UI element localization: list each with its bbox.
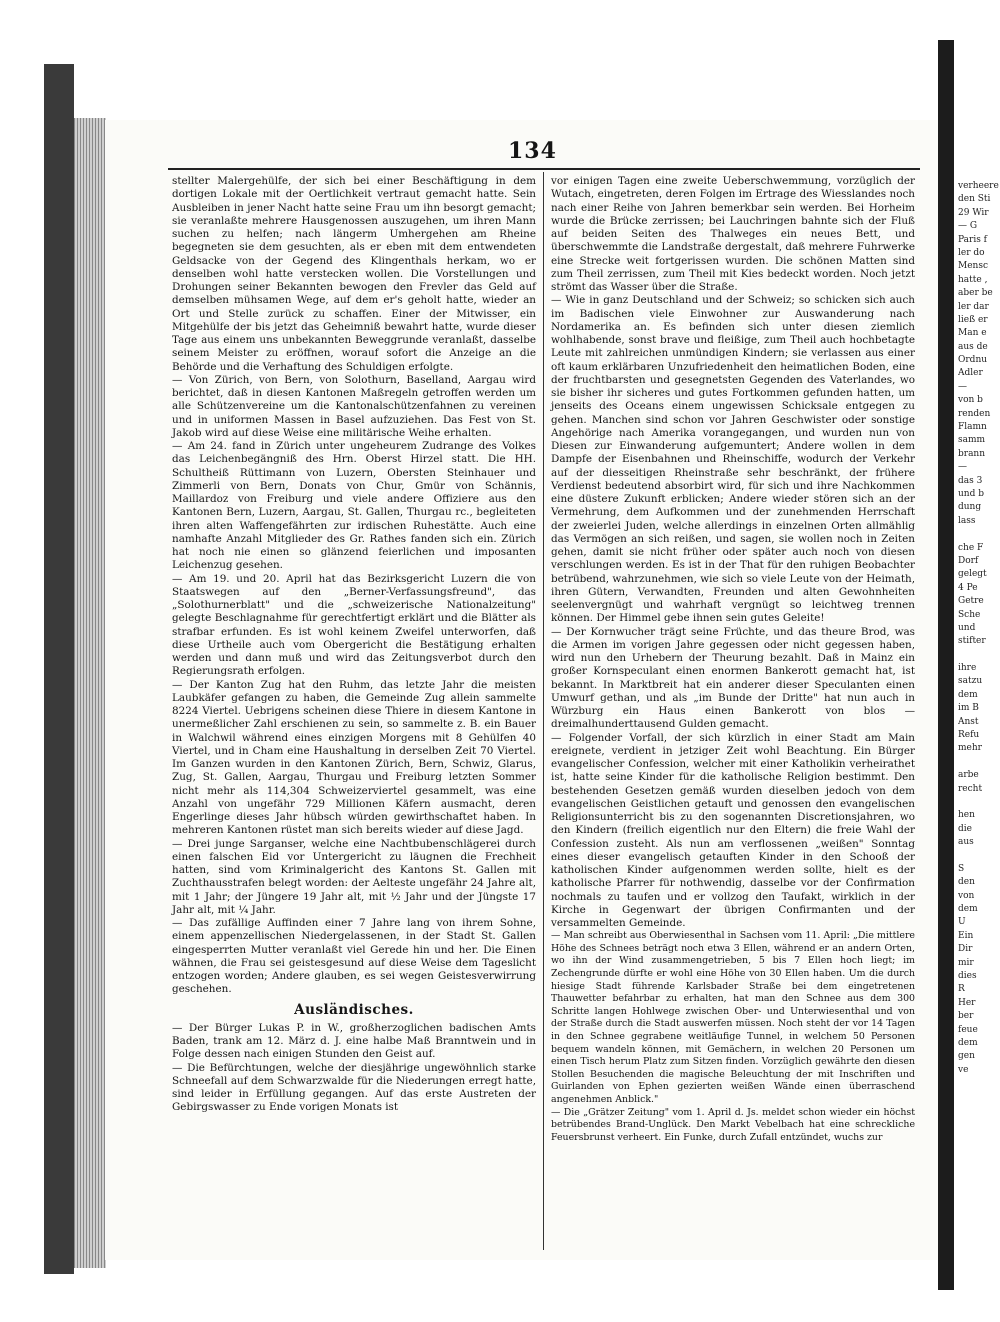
fragment-line: und b <box>958 488 984 499</box>
fragment-line: satzu <box>958 676 983 687</box>
left-column <box>172 175 536 1115</box>
fragment-line: stifter <box>958 636 986 647</box>
fragment-line: Anst <box>958 716 979 727</box>
fragment-line: ler do <box>958 247 985 258</box>
fragment-line: recht <box>958 783 983 794</box>
fragment-line: Refu <box>958 730 980 741</box>
adjacent-page-fragment <box>958 180 1000 1240</box>
fragment-line: von b <box>958 395 983 406</box>
fragment-line: ließ er <box>958 314 988 325</box>
fragment-line: ler dar <box>958 301 989 312</box>
fragment-line: Man e <box>958 328 987 339</box>
fragment-line: U <box>958 917 966 928</box>
scan-page-stack <box>74 118 106 1268</box>
fragment-line: Mensc <box>958 261 988 272</box>
fragment-line: Paris f <box>958 234 988 245</box>
paragraph: stellter Malergehülfe, der sich bei einer Beschäftigung in dem dortigen Lokale mit der Oertlichkeit vertraut gemacht hatte. Sein Ausbleiben in jener Nacht hatte seine Frau um ihn besorgt gemacht; sie veranlaßte mehrere Hausgenossen auszugehen, um ihren Mann suchen zu helfen; nach längerm Umhergehen am Rheine begegneten sie dem gesuchten, als er eben mit dem entwendeten Geldsacke von der Gegend des Klingenthals herkam, wo er denselben wohl hatte verstecken wollen. Die Vorstellungen und Drohungen seiner Bekannten bewogen den Frevler das Geld auf demselben mühsamen Wege, auf dem er's geholt hatte, wieder an Ort und Stelle zurück zu schaffen. Einer der Mitwisser, ein Mitgehülfe der bis jetzt das Geheimniß bewahrt hatte, wurde dieser Tage aus einem uns unbekannten Beweggrunde veranlaßt, dasselbe seinem Meister zu eröffnen, worauf sofort die Anzeige an die Behörde und die Verhaftung des Schuldigen erfolgte. <box>172 175 536 373</box>
paragraph: — Drei junge Sarganser, welche eine Nachtbubenschlägerei durch einen falschen Eid vor Untergericht zu läugnen die Frechheit hatten, sind vom Kriminalgericht des Kantons St. Gallen mit Zuchthausstrafen belegt worden: der Aelteste ungefähr 24 Jahre alt, mit 1 Jahr; der Jüngere 19 Jahr alt, mit ½ Jahr und der Jüngste 17 Jahr alt, mit ¼ Jahr. <box>172 837 536 916</box>
fragment-line: aber be <box>958 288 993 299</box>
fragment-line: dies <box>958 971 977 982</box>
fragment-line: mir <box>958 957 974 968</box>
fragment-line: das 3 <box>958 475 983 486</box>
fragment-line: dem <box>958 1038 978 1048</box>
paragraph: — Am 19. und 20. April hat das Bezirksgericht Luzern die von Staatswegen auf den „Berner-Verfassungsfreund", das „Solothurnerblatt" und die „schweizerische Nationalzeitung" gelegte Beschlagnahme für gerechtfertigt erklärt und die Blätter als strafbar erfunden. Es ist wohl keinem Zweifel unterworfen, daß diese Urtheile auch vom Obergericht die Bestätigung erhalten werden und dann muß und wird das Zeitungsverbot durch den Regierungsrath erfolgen. <box>172 572 536 678</box>
paragraph: — Die Befürchtungen, welche der diesjährige ungewöhnlich starke Schneefall auf dem Schwarzwalde für die Niederungen erregt hatte, sind leider in Erfüllung gegangen. Auf das erste Austreten der Gebirgswasser zu Ende vorigen Monats ist <box>172 1061 536 1114</box>
fragment-line: und <box>958 622 976 633</box>
fragment-line: gelegt <box>958 569 987 580</box>
page-number: 134 <box>508 138 557 164</box>
fragment-line: hatte , <box>958 274 988 285</box>
fragment-line: im B <box>958 703 979 714</box>
fragment-line: die <box>958 823 972 834</box>
fragment-line: arbe <box>958 770 979 781</box>
fragment-line: Getre <box>958 596 984 607</box>
fragment-line: Flamn <box>958 422 987 433</box>
column-divider <box>543 172 544 1250</box>
fragment-line: gen <box>958 1051 975 1062</box>
header-rule <box>168 168 920 170</box>
paragraph: — Folgender Vorfall, der sich kürzlich in einer Stadt am Main ereignete, verdient in jetziger Zeit wohl Beachtung. Ein Bürger evangelischer Confession, welcher mit einer Katholikin verheirathet ist, hatte seine Kinder für die katholische Religion bestimmt. Den bestehenden Gesetzen gemäß wurden dieselben jedoch von dem evangelischen Geistlichen getauft und genossen den evangelischen Religionsunterricht bis zu den sogenannten Discretionsjahren, wo den Kindern (freilich eigentlich nur den Eltern) die freie Wahl der Confession zusteht. Als nun am verflossenen „weißen" Sonntag eines dieser evangelisch getauften Kinder in den Schooß der katholischen Kinder aufgenommen werden sollte, hielt es der katholische Pfarrer für nothwendig, dasselbe vor der Confirmation nochmals zu taufen und er vollzog den Taufakt, wirklich in der Kirche in Gegenwart der übrigen Confirmanten und der versammelten Gemeinde. <box>551 731 915 929</box>
fragment-line: ihre <box>958 663 977 674</box>
book-spine-shadow <box>938 40 954 1290</box>
small-print-paragraph: — Die „Grätzer Zeitung" vom 1. April d. Js. meldet schon wieder ein höchst betrübendes Brand-Unglück. Den Markt Vebelbach hat eine schreckliche Feuersbrunst verheert. Ein Funke, durch Zufall entzündet, wuchs zur <box>551 1106 915 1143</box>
fragment-line: den <box>958 877 975 888</box>
fragment-line: che F <box>958 542 984 553</box>
fragment-line: aus <box>958 837 974 848</box>
fragment-line: — <box>958 462 967 473</box>
fragment-line: Dir <box>958 944 973 955</box>
fragment-line: samm <box>958 435 986 446</box>
fragment-line <box>958 528 1000 541</box>
fragment-line: hen <box>958 810 975 821</box>
scan-binding-shadow <box>44 64 74 1274</box>
fragment-line: dung <box>958 502 982 513</box>
fragment-line: brann <box>958 448 986 459</box>
fragment-line: lass <box>958 515 976 526</box>
fragment-line: mehr <box>958 743 982 754</box>
fragment-line: 4 Pe <box>958 582 978 593</box>
fragment-line: R <box>958 984 965 995</box>
fragment-line: verheere <box>958 181 999 191</box>
fragment-line: dem <box>958 689 978 700</box>
fragment-line: — <box>958 381 967 392</box>
fragment-line: Her <box>958 997 976 1008</box>
paragraph: — Das zufällige Auffinden einer 7 Jahre lang von ihrem Sohne, einem appenzellischen Niedergelassenen, in der Stadt St. Gallen eingesperrten Mutter veranlaßt viel Gerede hin und her. Die Einen wähnen, die Frau sei geistesgesund auf diese Weise dem Tageslicht entzogen worden; Andere glauben, es sei wegen Geistesverwirrung geschehen. <box>172 917 536 996</box>
small-print-paragraph: — Man schreibt aus Oberwiesenthal in Sachsen vom 11. April: „Die mittlere Höhe des Schnees beträgt noch etwa 3 Ellen, während er an andern Orten, wo ihn der Wind zusammengetrieben, 5 bis 7 Ellen hoch liegt; im Zechengrunde dürfte er wohl eine Höhe von 30 Ellen haben. Um die durch hiesige Stadt führende Karlsbader Straße bei dem eingetretenen Thauwetter befahrbar zu erhalten, hat man den Schnee aus dem 300 Schritte langen Hohlwege zwischen Ober- und Unterwiesenthal und von der Straße durch die Stadt auswerfen müssen. Noch steht der vor 14 Tagen in den Schnee gegrabene weitläufige Tunnel, in welchem 50 Personen bequem wandeln können, mit Gemächern, in welchen 20 Personen um einen Tisch herum Platz zum Sitzen finden. Vorzüglich gewährte den diesen Stollen Besuchenden die magische Beleuchtung der mit Inschriften und Guirlanden von Ephen gezierten weißen Wände einen überraschend angenehmen Anblick." <box>551 930 915 1105</box>
fragment-line: Ordnu <box>958 355 988 366</box>
fragment-line <box>958 756 1000 769</box>
fragment-line: 29 Wir <box>958 207 989 218</box>
paragraph: — Der Kornwucher trägt seine Früchte, und das theure Brod, was die Armen im vorigen Jahre gegessen oder nicht gegessen haben, wird nun den Urhebern der Theurung bezahlt. Daß in Mainz ein großer Kornspeculant einen enormen Bankerott gemacht hat, ist bekannt. In Marktbreit hat ein anderer dieser Speculanten einen Umwurf gethan, und als „im Bunde der Dritte" hat nun auch in Würzburg ein Haus einen Bankerott von blos — dreimalhunderttausend Gulden gemacht. <box>551 625 915 731</box>
fragment-line <box>958 796 1000 809</box>
fragment-line: renden <box>958 408 991 419</box>
fragment-line: Dorf <box>958 555 979 566</box>
section-heading: Ausländisches. <box>294 1001 414 1018</box>
fragment-line <box>958 850 1000 863</box>
paragraph: — Der Kanton Zug hat den Ruhm, das letzte Jahr die meisten Laubkäfer gefangen zu haben, die Gemeinde Zug allein sammelte 8224 Viertel. Uebrigens scheinen diese Thiere in diesem Kantone in unermeßlicher Zahl erschienen zu sein, so sammelte z. B. ein Bauer in Walchwil während eines einzigen Morgens mit 8 Gehülfen 40 Viertel, und in Cham eine Haushaltung in derselben Zeit 70 Viertel. Im Ganzen wurden in den Kantonen Zürich, Bern, Schwiz, Glarus, Zug, St. Gallen, Aargau, Thurgau und Freiburg letzten Sommer nicht mehr als 114,304 Schweizerviertel gesammelt, was eine Anzahl von ungefähr 729 Millionen Käfern ausmacht, deren Engerlinge dieses Jahr hübsch würden gewirthschaftet haben. In mehreren Kantonen rüstet man sich bereits wieder auf diese Jagd. <box>172 678 536 837</box>
fragment-line: S <box>958 863 965 874</box>
paragraph: vor einigen Tagen eine zweite Ueberschwemmung, vorzüglich der Wutach, eingetreten, deren Folgen im Ertrage des Wiesslandes noch nach einer Reihe von Jahren bemerkbar sein werden. Bei Horheim wurde die Brücke zerrissen; bei Lauchringen bahnte sich der Fluß auf beiden Seiten des Thalweges ein neues Bett, und überschwemmte die Landstraße dergestalt, daß mehrere Fuhrwerke eine Strecke weit fortgerissen wurden. Die schönen Matten sind zum Theil zerrissen, zum Theil mit Kies bedeckt worden. Noch jetzt strömt das Wasser über die Straße. <box>551 175 915 293</box>
fragment-line: — G <box>958 221 978 232</box>
paragraph: — Von Zürich, von Bern, von Solothurn, Baselland, Aargau wird berichtet, daß in diesen Kantonen Maßregeln getroffen werden um alle Schützenvereine um die Kantonalschützenfahnen zu vereinen und in uniformen Massen in Basel aufzuziehen. Das Fest von St. Jakob wird auf diese Weise eine militärische Weihe erhalten. <box>172 373 536 439</box>
paragraph: — Wie in ganz Deutschland und der Schweiz; so schicken sich auch im Badischen viele Einwohner zur Auswanderung nach Nordamerika an. Es befinden sich unter diesen ziemlich wohlhabende, sonst brave und fleißige, zum Theil auch hochbetagte Leute mit zahlreichen unmündigen Kindern; sie verlassen aus einer oft kaum erklärbaren Unzufriedenheit den heimatlichen Boden, eine der fruchtbarsten und gesegnetsten Gegenden des Vaterlandes, wo sie bisher ihr sicheres und gutes Fortkommen gefunden hatten, um jenseits des Oceans einem ungewissen Schicksale entgegen zu gehen. Manchen sind schon vor Jahren Geschwister oder sonstige Angehörige nach Amerika vorangegangen, und wurden nun von Diesen zur Einwanderung aufgemuntert; Andere wollen in dem Dampfe der Eisenbahnen und Rheinschiffe, wodurch der Verkehr auf der diesseitigen Rheinstraße sehr beschränkt, der frühere Verdienst bedeutend absorbirt wird, für sich und ihre Nachkommen eine düstere Zukunft erblicken; Andere wieder stören sich an der Vermehrung, dem Aufkommen und der zunehmenden Herrschaft der zweierlei Juden, welche allerdings in einzelnen Orten allmählig das Vermögen an sich reißen, und sagen, sie wollen noch in Zeiten gehen, damit sie nicht früher oder später auch noch von diesen verschlungen werden. Es ist in der That für den ruhigen Beobachter betrübend, wahrzunehmen, wie sich so viele Leute von der Heimath, ihren Gütern, Verwandten, Freunden und alten Gewohnheiten seelenvergnügt und wahrhaft vergnügt so leichtweg trennen können. Der Himmel gebe ihnen sein gutes Geleite! <box>551 294 915 625</box>
fragment-line <box>958 649 1000 662</box>
fragment-line: Adler <box>958 368 983 379</box>
fragment-line: aus de <box>958 341 988 352</box>
fragment-line: Sche <box>958 609 981 620</box>
fragment-line: ber <box>958 1011 974 1022</box>
fragment-line: Ein <box>958 930 974 941</box>
fragment-line: dem <box>958 904 978 915</box>
paragraph: — Am 24. fand in Zürich unter ungeheurem Zudrange des Volkes das Leichenbegängniß des Hrn. Oberst Hirzel statt. Die HH. Schultheiß Rüttimann von Luzern, Obersten Steinhauer und Zimmerli von Bern, Donats von Chur, Gmür von Schännis, Maillardoz von Freiburg und viele andere Offiziere aus den Kantonen Bern, Luzern, Aargau, St. Gallen, Thurgau rc., begleiteten ihren alten Waffengefährten zur irdischen Ruhestätte. Auch eine namhafte Anzahl Mitglieder des Gr. Rathes fanden sich ein. Zürich hat noch nie einen so glänzend feierlichen und imposanten Leichenzug gesehen. <box>172 440 536 572</box>
fragment-line: von <box>958 890 975 901</box>
right-column <box>551 175 915 1144</box>
fragment-line: den Sti <box>958 194 991 205</box>
paragraph: — Der Bürger Lukas P. in W., großherzoglichen badischen Amts Baden, trank am 12. März d. J. eine halbe Maß Branntwein und in Folge dessen nach einigen Stunden den Geist auf. <box>172 1021 536 1061</box>
fragment-line: feue <box>958 1024 978 1035</box>
fragment-line: ve <box>958 1064 969 1075</box>
